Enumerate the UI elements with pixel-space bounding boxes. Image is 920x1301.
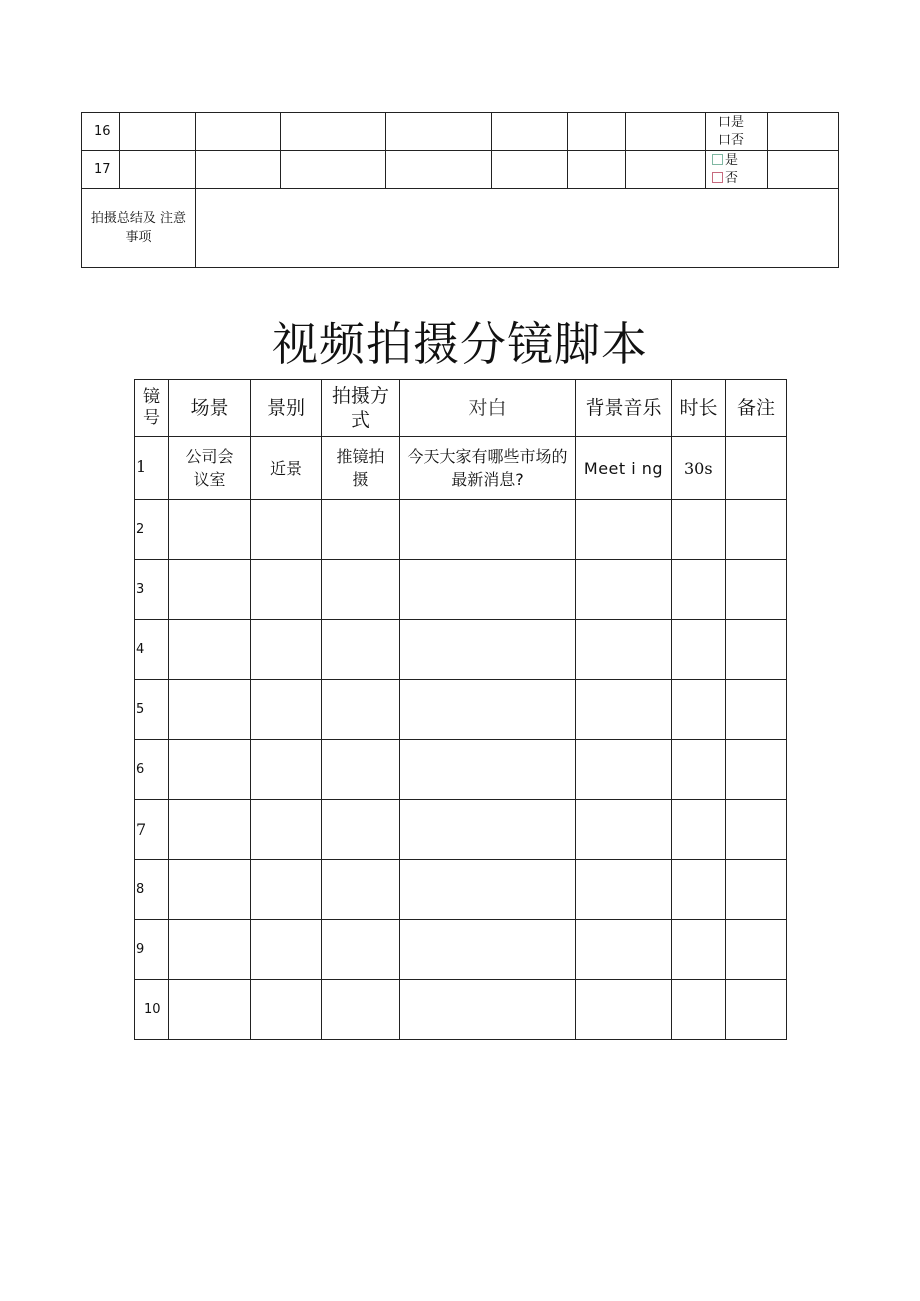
dialogue-cell[interactable] — [400, 500, 576, 560]
shot-number: 9 — [135, 920, 169, 980]
table-cell — [120, 151, 196, 189]
header-music: 背景音乐 — [576, 380, 672, 437]
scene-cell[interactable] — [169, 800, 251, 860]
camera-move-cell[interactable] — [322, 800, 400, 860]
music-cell[interactable] — [576, 920, 672, 980]
no-option[interactable]: 口否 — [718, 132, 745, 148]
table-cell — [626, 151, 706, 189]
music-cell[interactable] — [576, 620, 672, 680]
table-cell — [768, 113, 839, 151]
shot-number: 6 — [135, 740, 169, 800]
duration-cell[interactable] — [672, 500, 726, 560]
music-cell[interactable] — [576, 800, 672, 860]
storyboard-table — [134, 379, 787, 1040]
checkbox-icon[interactable] — [712, 172, 723, 183]
row-number: 17 — [82, 151, 120, 189]
table-cell — [120, 113, 196, 151]
notes-cell[interactable] — [726, 500, 787, 560]
scene-cell[interactable] — [169, 680, 251, 740]
table-cell — [281, 151, 386, 189]
notes-cell[interactable] — [726, 980, 787, 1040]
page-title: 视频拍摄分镜脚本 — [272, 317, 648, 371]
shot-size-cell[interactable] — [251, 500, 322, 560]
yes-label: 是 — [725, 152, 739, 168]
table-cell — [196, 113, 281, 151]
scene-text: 公司会议室 — [185, 447, 234, 489]
header-shot-size: 景别 — [251, 380, 322, 437]
notes-cell[interactable] — [726, 680, 787, 740]
dialogue-cell[interactable] — [400, 620, 576, 680]
table-cell — [568, 151, 626, 189]
notes-cell[interactable] — [726, 860, 787, 920]
shot-size-cell[interactable] — [251, 800, 322, 860]
checkbox-icon[interactable] — [712, 154, 723, 165]
duration-cell[interactable] — [672, 800, 726, 860]
table-row — [135, 560, 787, 620]
notes-cell[interactable] — [726, 560, 787, 620]
shot-number: 2 — [135, 500, 169, 560]
duration-cell[interactable]: 30s — [672, 437, 726, 500]
shot-size-cell[interactable] — [251, 680, 322, 740]
summary-label: 拍摄总结及 注意事项 — [90, 211, 187, 245]
shot-size-cell[interactable] — [251, 980, 322, 1040]
dialogue-cell[interactable] — [400, 560, 576, 620]
summary-notes-field[interactable] — [196, 189, 839, 268]
notes-cell[interactable] — [726, 437, 787, 500]
scene-cell[interactable] — [169, 860, 251, 920]
shot-number: 5 — [135, 680, 169, 740]
header-shot-no-text: 镜号 — [143, 387, 160, 428]
table-row — [135, 437, 787, 500]
music-cell[interactable] — [576, 680, 672, 740]
header-camera-move-text: 拍摄方式 — [331, 385, 389, 431]
header-scene: 场景 — [169, 380, 251, 437]
scene-cell[interactable] — [169, 560, 251, 620]
dialogue-cell[interactable] — [400, 437, 576, 500]
table-row — [135, 680, 787, 740]
duration-cell[interactable] — [672, 560, 726, 620]
camera-move-cell[interactable] — [322, 437, 400, 500]
camera-move-cell[interactable] — [322, 500, 400, 560]
yes-no-cell — [706, 151, 768, 189]
duration-cell[interactable] — [672, 740, 726, 800]
table-cell — [386, 113, 492, 151]
shot-size-cell[interactable] — [251, 920, 322, 980]
table-row — [135, 920, 787, 980]
table-row — [135, 620, 787, 680]
table-cell — [626, 113, 706, 151]
dialogue-cell[interactable] — [400, 860, 576, 920]
scene-cell[interactable] — [169, 437, 251, 500]
table-row — [135, 740, 787, 800]
camera-move-cell[interactable] — [322, 560, 400, 620]
shot-size-cell[interactable] — [251, 620, 322, 680]
scene-cell[interactable] — [169, 500, 251, 560]
header-dialogue: 对白 — [400, 380, 576, 437]
shot-size-cell[interactable] — [251, 560, 322, 620]
header-camera-move — [322, 380, 400, 437]
summary-label-cell — [82, 189, 196, 268]
shot-number: 3 — [135, 560, 169, 620]
table-cell — [196, 151, 281, 189]
camera-move-cell[interactable] — [322, 860, 400, 920]
table-cell — [492, 151, 568, 189]
duration-cell[interactable] — [672, 980, 726, 1040]
shot-number: 7 — [135, 800, 169, 860]
table-cell — [568, 113, 626, 151]
table-row — [135, 980, 787, 1040]
shot-number: 1 — [135, 437, 169, 500]
shot-number: 10 — [135, 980, 169, 1040]
dialogue-cell[interactable] — [400, 800, 576, 860]
music-cell[interactable] — [576, 500, 672, 560]
table-row — [135, 500, 787, 560]
table-cell — [386, 151, 492, 189]
dialogue-text: 今天大家有哪些市场的最新消息? — [407, 447, 568, 489]
yes-option[interactable]: 口是 — [718, 114, 745, 130]
shooting-record-table — [81, 112, 839, 268]
scene-cell[interactable] — [169, 980, 251, 1040]
camera-move-cell[interactable] — [322, 620, 400, 680]
music-cell[interactable] — [576, 740, 672, 800]
camera-move-cell[interactable] — [322, 740, 400, 800]
yes-no-cell — [706, 113, 768, 151]
header-shot-no — [135, 380, 169, 437]
duration-cell[interactable] — [672, 920, 726, 980]
notes-cell[interactable] — [726, 740, 787, 800]
dialogue-cell[interactable] — [400, 740, 576, 800]
table-row — [82, 113, 839, 151]
header-duration: 时长 — [672, 380, 726, 437]
table-cell — [492, 113, 568, 151]
no-option[interactable] — [712, 170, 738, 188]
music-cell[interactable] — [576, 560, 672, 620]
scene-cell[interactable] — [169, 920, 251, 980]
header-notes: 备注 — [726, 380, 787, 437]
music-cell[interactable] — [576, 860, 672, 920]
shot-number: 4 — [135, 620, 169, 680]
shot-size-cell[interactable] — [251, 860, 322, 920]
duration-cell[interactable] — [672, 680, 726, 740]
camera-move-text: 推镜拍摄 — [336, 447, 385, 489]
duration-cell[interactable] — [672, 860, 726, 920]
duration-cell[interactable] — [672, 620, 726, 680]
table-row — [135, 860, 787, 920]
notes-cell[interactable] — [726, 620, 787, 680]
table-row — [135, 800, 787, 860]
shot-size-cell[interactable] — [251, 740, 322, 800]
notes-cell[interactable] — [726, 800, 787, 860]
table-row — [82, 151, 839, 189]
dialogue-cell[interactable] — [400, 680, 576, 740]
shot-number: 8 — [135, 860, 169, 920]
music-cell[interactable]: Meet i ng — [576, 437, 672, 500]
camera-move-cell[interactable] — [322, 920, 400, 980]
no-label: 否 — [725, 170, 739, 186]
dialogue-cell[interactable] — [400, 920, 576, 980]
summary-row — [82, 189, 839, 268]
camera-move-cell[interactable] — [322, 980, 400, 1040]
yes-option[interactable] — [712, 152, 738, 170]
shot-size-cell[interactable]: 近景 — [251, 437, 322, 500]
table-cell — [768, 151, 839, 189]
table-cell — [281, 113, 386, 151]
camera-move-cell[interactable] — [322, 680, 400, 740]
notes-cell[interactable] — [726, 920, 787, 980]
header-row — [135, 380, 787, 437]
scene-cell[interactable] — [169, 740, 251, 800]
dialogue-cell[interactable] — [400, 980, 576, 1040]
music-cell[interactable] — [576, 980, 672, 1040]
row-number: 16 — [82, 113, 120, 151]
scene-cell[interactable] — [169, 620, 251, 680]
